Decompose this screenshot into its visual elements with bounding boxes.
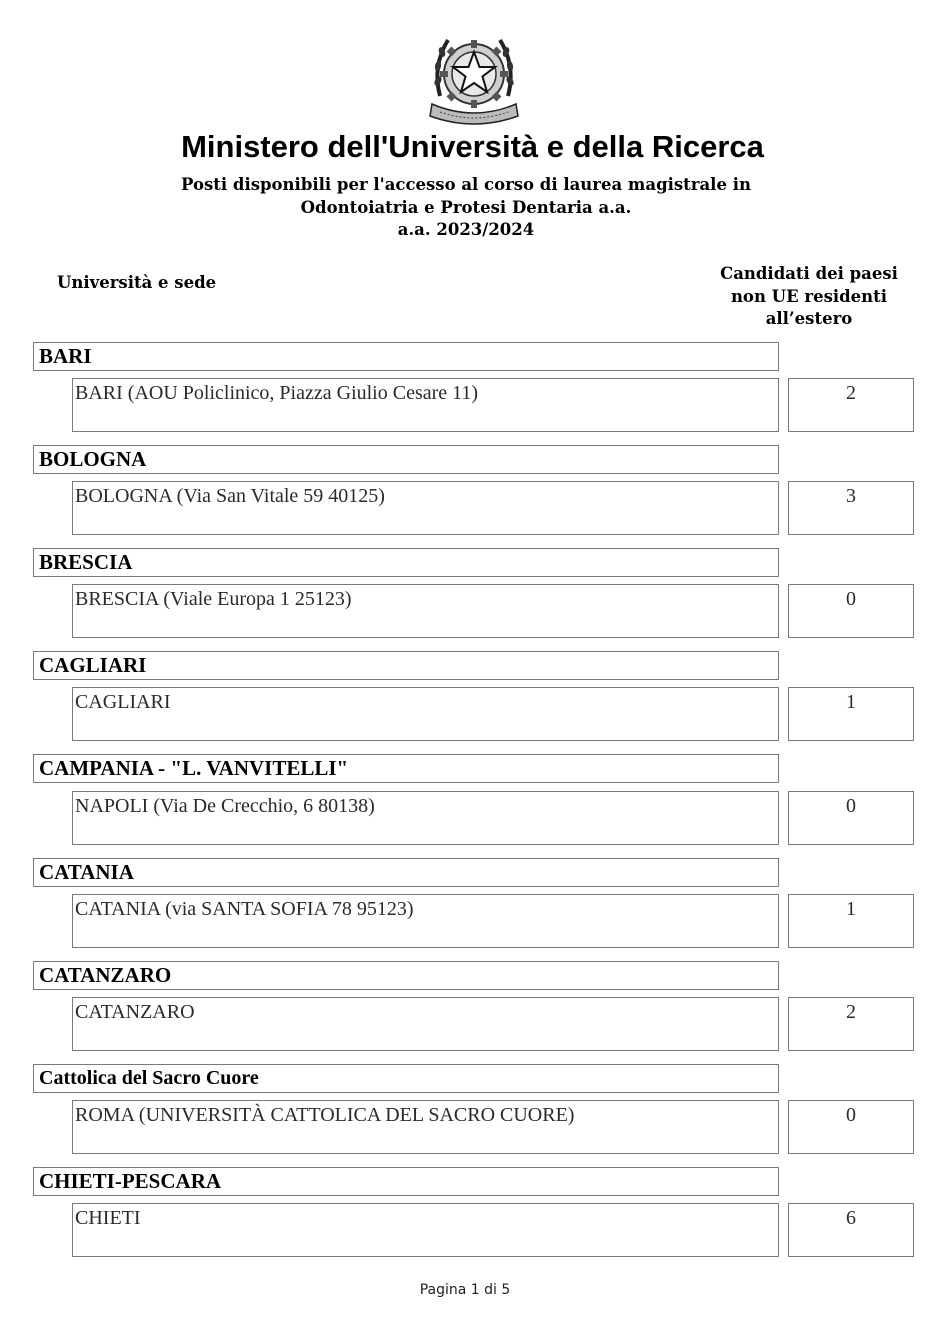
university-name: CATANIA [33, 858, 779, 887]
column-header-candidates-line-3: all’estero [765, 309, 853, 328]
university-name: CHIETI-PESCARA [33, 1167, 779, 1196]
posti-count: 2 [788, 378, 914, 432]
posti-count: 0 [788, 1100, 914, 1154]
university-name: BARI [33, 342, 779, 371]
sede-location: CHIETI [72, 1203, 779, 1257]
sede-location: CAGLIARI [72, 687, 779, 741]
sede-location: NAPOLI (Via De Crecchio, 6 80138) [72, 791, 779, 845]
posti-count: 1 [788, 687, 914, 741]
posti-count: 3 [788, 481, 914, 535]
university-name: BRESCIA [33, 548, 779, 577]
posti-count: 1 [788, 894, 914, 948]
academic-year: a.a. 2023/2024 [397, 220, 535, 239]
sede-location: CATANIA (via SANTA SOFIA 78 95123) [72, 894, 779, 948]
sede-location: ROMA (UNIVERSITÀ CATTOLICA DEL SACRO CUORE) [72, 1100, 779, 1154]
posti-count: 2 [788, 997, 914, 1051]
document-subtitle-line-2: Odontoiatria e Protesi Dentaria a.a. [300, 198, 632, 217]
university-name: CAGLIARI [33, 651, 779, 680]
posti-count: 0 [788, 791, 914, 845]
sede-location: BARI (AOU Policlinico, Piazza Giulio Cesare 11) [72, 378, 779, 432]
university-name: CAMPANIA - "L. VANVITELLI" [33, 754, 779, 783]
university-name: CATANZARO [33, 961, 779, 990]
column-header-university: Università e sede [57, 273, 217, 292]
italian-republic-emblem [426, 26, 522, 130]
sede-location: CATANZARO [72, 997, 779, 1051]
posti-count: 0 [788, 584, 914, 638]
university-name: Cattolica del Sacro Cuore [33, 1064, 779, 1093]
column-header-candidates-line-2: non UE residenti [730, 286, 888, 306]
sede-location: BOLOGNA (Via San Vitale 59 40125) [72, 481, 779, 535]
sede-location: BRESCIA (Viale Europa 1 25123) [72, 584, 779, 638]
column-header-candidates-line-1: Candidati dei paesi [720, 264, 898, 283]
posti-count: 6 [788, 1203, 914, 1257]
page-number: Pagina 1 di 5 [419, 1282, 511, 1298]
ministry-title: Ministero dell'Università e della Ricerca [181, 129, 764, 164]
university-name: BOLOGNA [33, 445, 779, 474]
column-header-candidates [700, 263, 918, 331]
document-subtitle-line-1: Posti disponibili per l'accesso al corso di laurea magistrale in [181, 175, 751, 194]
